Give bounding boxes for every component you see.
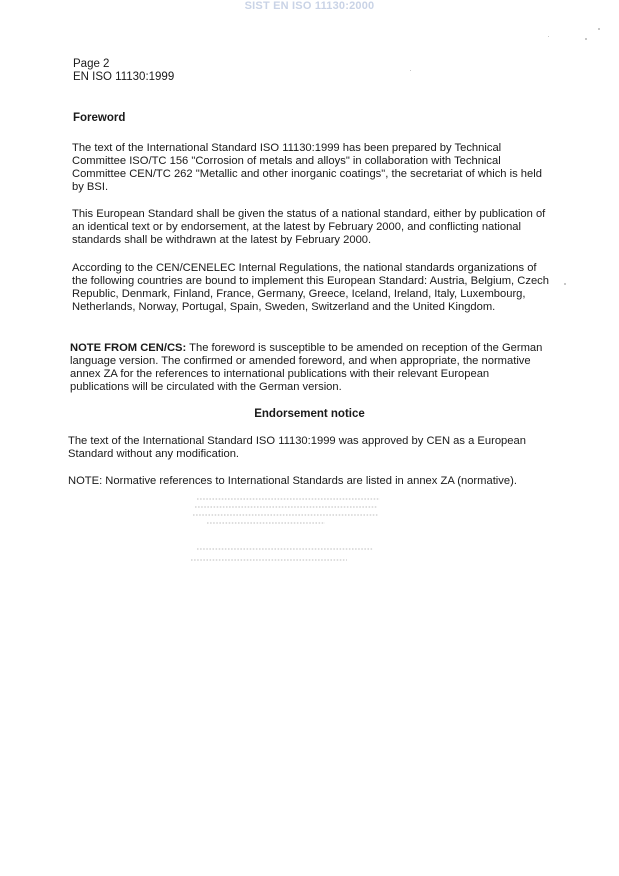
- foreword-paragraph-2: This European Standard shall be given the status of a national standard, either by publication of an identical text or by endorsement, at the latest by February 2000, and conflicting national standards shall be withdrawn at the latest by February 2000.: [72, 208, 546, 247]
- scan-speck: [598, 28, 600, 30]
- scan-speck: [410, 70, 411, 71]
- scan-speck: [564, 283, 566, 285]
- foreword-heading: Foreword: [73, 112, 126, 124]
- foreword-paragraph-3: According to the CEN/CENELEC Internal Regulations, the national standards organizations of the following countries are bound to implement this European Standard: Austria, Belgium, Czech Republic, Denmark, Finland, France, Germany, Greece, Iceland, Ireland, Italy, Luxembourg, Netherlands, Norway, Portugal, Spain, Sweden, Switzerland and the United Kingdom.: [72, 262, 549, 314]
- endorsement-paragraph: The text of the International Standard ISO 11130:1999 was approved by CEN as a European Standard without any modification.: [68, 435, 526, 461]
- normative-references-note: NOTE: Normative references to International Standards are listed in annex ZA (normative).: [68, 475, 517, 487]
- note-text: The foreword is susceptible to be amended on reception of the German language version. The confirmed or amended foreword, and when appropriate, the normative annex ZA for the references to international publications with their relevant European publications will be circulated with the German version.: [70, 342, 543, 394]
- watermark: SIST EN ISO 11130:2000: [244, 0, 375, 12]
- scan-speck: [585, 38, 587, 40]
- note-from-cen-cs: [70, 342, 548, 394]
- note-label: NOTE FROM CEN/CS:: [70, 342, 187, 354]
- page-number: Page 2: [73, 58, 110, 70]
- document-id: EN ISO 11130:1999: [73, 71, 175, 83]
- endorsement-heading: Endorsement notice: [254, 408, 365, 420]
- scan-speck: [548, 36, 549, 37]
- foreword-paragraph-1: The text of the International Standard ISO 11130:1999 has been prepared by Technical Committee ISO/TC 156 "Corrosion of metals and alloys" in collaboration with Technical Committee CEN/TC 262 "Metallic and other inorganic coatings", the secretariat of which is held by BSI.: [72, 142, 542, 194]
- library-stamp-image: [175, 487, 385, 573]
- page-header: [73, 58, 174, 84]
